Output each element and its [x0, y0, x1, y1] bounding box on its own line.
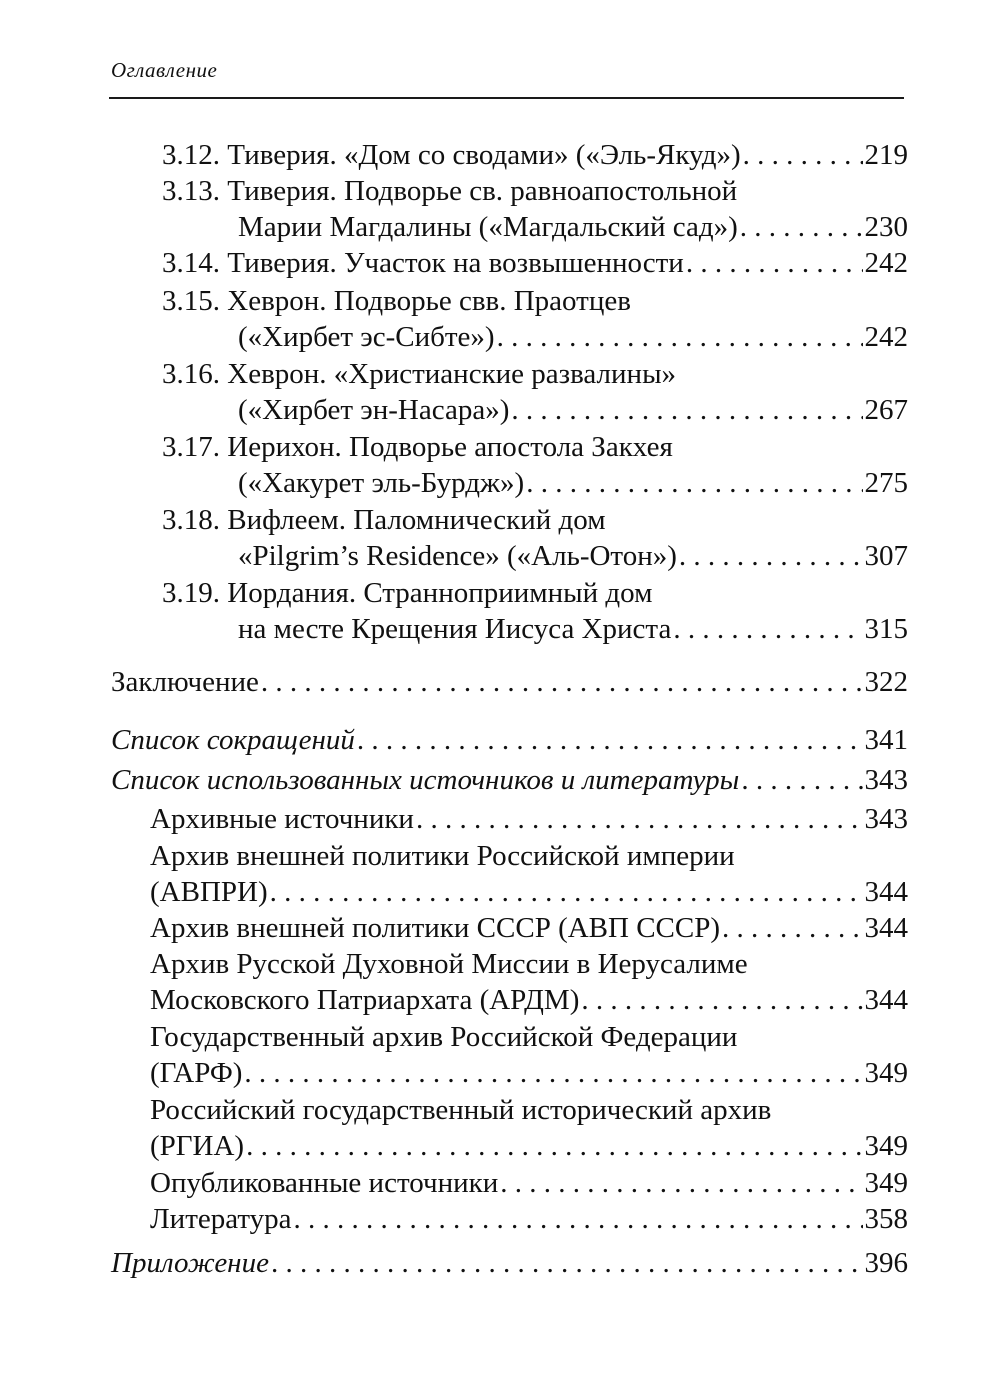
- toc-entry-appendix[interactable]: [111, 1245, 908, 1281]
- entry-title: Иордания. Странноприимный дом: [227, 577, 653, 609]
- leader-dots: [686, 245, 863, 281]
- entry-title: Хеврон. Подворье свв. Праотцев: [227, 285, 631, 317]
- leader-dots: [743, 137, 863, 173]
- entry-title-continued: («Хакурет эль-Бурдж»): [238, 467, 525, 499]
- leader-dots: [416, 801, 863, 837]
- page-number: 341: [864, 724, 908, 756]
- entry-title: Хеврон. «Христианские развалины»: [227, 358, 677, 390]
- page-number: 230: [864, 211, 908, 243]
- page-number: 358: [864, 1203, 908, 1235]
- leader-dots: [673, 611, 862, 647]
- page-number: 315: [864, 613, 908, 645]
- toc-entry-3-17[interactable]: [162, 429, 908, 501]
- page-number: 267: [864, 394, 908, 426]
- toc-entry-3-12[interactable]: [162, 137, 908, 173]
- toc-entry-3-15[interactable]: [162, 283, 908, 355]
- entry-number: 3.13.: [162, 175, 220, 207]
- leader-dots: [500, 1165, 862, 1201]
- leader-dots: [741, 762, 862, 798]
- toc-entry-literature[interactable]: [150, 1201, 908, 1237]
- entry-title: Заключение: [111, 666, 259, 698]
- entry-title: Литература: [150, 1203, 292, 1235]
- entry-title: Иерихон. Подворье апостола Закхея: [227, 431, 673, 463]
- toc-entry-published-sources[interactable]: [150, 1165, 908, 1201]
- leader-dots: [722, 910, 862, 946]
- toc-entry-sources[interactable]: [111, 762, 908, 798]
- entry-title-continued: на месте Крещения Иисуса Христа: [238, 613, 672, 645]
- leader-dots: [244, 1055, 862, 1091]
- toc-entry-ardm[interactable]: [150, 946, 908, 1018]
- page-number: 322: [864, 666, 908, 698]
- leader-dots: [740, 209, 863, 245]
- toc-entry-rgia[interactable]: [150, 1092, 908, 1164]
- page-number: 349: [864, 1057, 908, 1089]
- toc-entry-3-18[interactable]: [162, 502, 908, 574]
- page-number: 396: [864, 1247, 908, 1279]
- leader-dots: [271, 1245, 863, 1281]
- entry-title: Список использованных источников и литературы: [111, 764, 740, 796]
- leader-dots: [261, 664, 863, 700]
- entry-number: 3.16.: [162, 358, 220, 390]
- entry-title: Список сокращений: [111, 724, 355, 756]
- entry-title-continued: Марии Магдалины («Магдальский сад»): [238, 211, 738, 243]
- page-number: 343: [864, 764, 908, 796]
- entry-number: 3.18.: [162, 504, 220, 536]
- page-number: 219: [864, 139, 908, 171]
- page-number: 344: [864, 912, 908, 944]
- entry-title-continued: (ГАРФ): [150, 1057, 243, 1089]
- entry-title: Архив Русской Духовной Миссии в Иерусалиме: [150, 948, 748, 980]
- entry-title: Вифлеем. Паломнический дом: [227, 504, 606, 536]
- toc-entry-archival-sources[interactable]: [150, 801, 908, 837]
- entry-title: Приложение: [111, 1247, 269, 1279]
- entry-title: Архивные источники: [150, 803, 414, 835]
- entry-title: Тиверия. «Дом со сводами» («Эль-Якуд»): [227, 139, 741, 171]
- entry-title-continued: (РГИА): [150, 1130, 245, 1162]
- entry-title-continued: Московского Патриархата (АРДМ): [150, 984, 580, 1016]
- leader-dots: [357, 722, 863, 758]
- leader-dots: [679, 538, 863, 574]
- leader-dots: [497, 319, 863, 355]
- leader-dots: [294, 1201, 863, 1237]
- toc-entry-3-13[interactable]: [162, 173, 908, 245]
- page-number: 344: [864, 876, 908, 908]
- toc-entry-abbreviations[interactable]: [111, 722, 908, 758]
- entry-title: Тиверия. Подворье св. равноапостольной: [227, 175, 738, 207]
- entry-number: 3.15.: [162, 285, 220, 317]
- page-number: 349: [864, 1167, 908, 1199]
- entry-title-continued: (АВПРИ): [150, 876, 268, 908]
- page-number: 242: [864, 247, 908, 279]
- entry-number: 3.12.: [162, 139, 220, 171]
- entry-number: 3.17.: [162, 431, 220, 463]
- toc-entry-avpri[interactable]: [150, 838, 908, 910]
- entry-title-continued: («Хирбет эн-Насара»): [238, 394, 510, 426]
- entry-title: Государственный архив Российской Федерации: [150, 1021, 738, 1053]
- entry-title-continued: («Хирбет эс-Сибте»): [238, 321, 495, 353]
- entry-title: Российский государственный исторический архив: [150, 1094, 772, 1126]
- page-number: 344: [864, 984, 908, 1016]
- leader-dots: [511, 392, 862, 428]
- leader-dots: [246, 1128, 862, 1164]
- toc-entry-avp-ussr[interactable]: [150, 910, 908, 946]
- running-header: Оглавление: [111, 58, 218, 82]
- entry-number: 3.14.: [162, 247, 220, 279]
- toc-entry-conclusion[interactable]: [111, 664, 908, 700]
- header-divider: [109, 97, 904, 99]
- entry-title-continued: «Pilgrim’s Residence» («Аль-Отон»): [238, 540, 677, 572]
- toc-entry-3-14[interactable]: [162, 245, 908, 281]
- entry-title: Архив внешней политики СССР (АВП СССР): [150, 912, 721, 944]
- page-number: 343: [864, 803, 908, 835]
- entry-title: Опубликованные источники: [150, 1167, 499, 1199]
- page-number: 242: [864, 321, 908, 353]
- entry-title: Тиверия. Участок на возвышенности: [227, 247, 684, 279]
- leader-dots: [581, 982, 862, 1018]
- entry-number: 3.19.: [162, 577, 220, 609]
- leader-dots: [526, 465, 862, 501]
- page-number: 349: [864, 1130, 908, 1162]
- leader-dots: [270, 874, 863, 910]
- page-number: 307: [864, 540, 908, 572]
- page-number: 275: [864, 467, 908, 499]
- toc-entry-3-16[interactable]: [162, 356, 908, 428]
- toc-entry-garf[interactable]: [150, 1019, 908, 1091]
- toc-entry-3-19[interactable]: [162, 575, 908, 647]
- entry-title: Архив внешней политики Российской империи: [150, 840, 735, 872]
